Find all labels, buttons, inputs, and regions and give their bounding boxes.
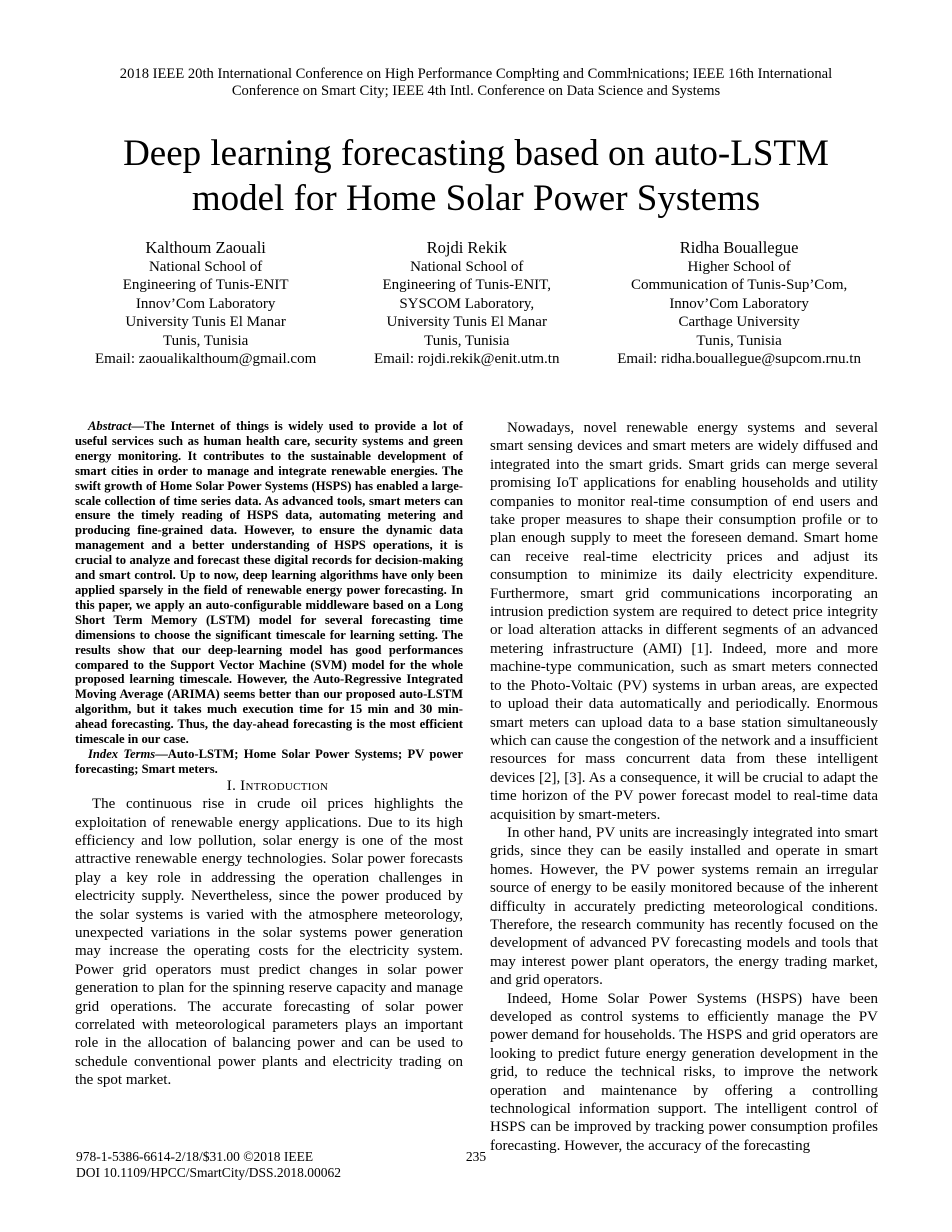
author-affiliation-line: Tunis, Tunisia	[162, 332, 249, 349]
authors-block	[95, 238, 861, 368]
abstract-paragraph	[75, 419, 463, 747]
introduction-paragraph: The continuous rise in crude oil prices highlights the exploitation of renewable energy applications. Due to its high efficiency and low pollution, solar energy is one of the most attractive renewable energy technologies. Solar power forecasts play a key role in addressing the operation challenges in electricity supply. Nevertheless, since the power produced by the solar systems is varied with the atmosphere meteorology, unexpected variations in the solar systems power generation may increase the operating costs for the electricity system. Power grid operators must predict changes in solar power generation to plan for the spinning reserve capacity and manage grid operations. The accurate forecasting of solar power correlated with meteorological parameters plays an important role in the allocation of balancing power and can be used to schedule conventional power plants and electricity trading on the spot market.	[75, 796, 463, 1089]
conference-header-line1: 2018 IEEE 20th International Conference on High Performance Compŀting and Commŀnications; IEEE 16th International	[119, 66, 833, 82]
paper-title	[0, 131, 952, 221]
paper-title-line1: Deep learning forecasting based on auto-LSTM	[123, 133, 829, 174]
body-paragraph: Indeed, Home Solar Power Systems (HSPS) have been developed as control systems to efficiently manage the PV power demand for households. The HSPS and grid operators are looking to predict future energy generation development in the grid, to reduce the technical risks, to improve the network operation and maintenance by offering a controlling technological information support. The intelligent control of HSPS can be improved by tracking power consumption profiles forecasting. However, the accuracy of the forecasting	[490, 990, 878, 1154]
author-affiliation-line: National School of	[410, 259, 524, 275]
author-affiliation-line: Communication of Tunis-Sup’Com,	[630, 277, 848, 294]
abstract-lead: Abstract	[88, 419, 132, 433]
left-column	[75, 419, 463, 1090]
footer-copyright: 978-1-5386-6614-2/18/$31.00 ©2018 IEEE	[76, 1149, 314, 1164]
author-affiliation-line: University Tunis El Manar	[386, 314, 547, 331]
author-email: Email: ridha.bouallegue@supcom.rnu.tn	[617, 351, 861, 368]
author-affiliation-line: Tunis, Tunisia	[696, 332, 782, 349]
body-paragraph: In other hand, PV units are increasingly integrated into smart grids, since they can be easily installed and operate in smart homes. However, the PV power systems remain an irregular source of energy to be easily monitored because of the inherent difficulty in accurately predicting meteorological conditions. Therefore, the research community has recently focused on the development of advanced PV forecasting models and tools that may interest power plant operators, the energy trading market, and grid operators.	[490, 824, 878, 989]
author-name: Ridha Bouallegue	[679, 238, 799, 257]
author-email: Email: rojdi.rekik@enit.utm.tn	[374, 351, 560, 368]
author-affiliation-line: Higher School of	[687, 259, 791, 275]
page-number: 235	[465, 1149, 487, 1164]
conference-header-line2: Conference on Smart City; IEEE 4th Intl. Conference on Data Science and Systems	[231, 83, 721, 99]
footer-doi: DOI 10.1109/HPCC/SmartCity/DSS.2018.00062	[76, 1164, 342, 1180]
right-column	[490, 419, 878, 1155]
index-terms-text: —Auto-LSTM; Home Solar Power Systems; PV power forecasting; Smart meters.	[75, 746, 463, 776]
author-affiliation-line: Engineering of Tunis-ENIT	[122, 277, 289, 294]
author-block-3	[617, 238, 861, 368]
conference-header	[0, 66, 952, 100]
paper-title-line2: model for Home Solar Power Systems	[191, 178, 761, 219]
author-block-1	[95, 238, 316, 368]
abstract-text: —The Internet of things is widely used to provide a lot of useful services such as human health care, security systems and green energy monitoring. It contributes to the sustainable development of smart cities in order to manage and integrate renewable energies. The swift growth of Home Solar Power Systems (HSPS) has enabled a large-scale collection of time series data. As advanced tools, smart meters can ensure the timely reading of HSPS data, automating metering and producing fine-grained data. However, to ensure the dynamic data management and a better understanding of HSPS operations, it is crucial to analyze and forecast these digital records for decision-making and smart control. Up to now, deep learning algorithms have only been applied sparsely in the field of renewable energy power forecasting. In this paper, we apply an auto-configurable middleware based on a Long Short Term Memory (LSTM) model for several forecasting time dimensions to choose the significant timescale for learning setting. The results show that our deep-learning model has good performances compared to the Support Vector Machine (SVM) model for the whole proposed learning timescale. However, the Auto-Regressive Integrated Moving Average (ARIMA) seems better than our proposed auto-LSTM algorithm, but it takes much execution time for 15 min and 30 min-ahead forecasting. Thus, the day-ahead forecasting is the most efficient timescale in our case.	[75, 419, 463, 747]
author-affiliation-line: National School of	[148, 259, 263, 275]
author-email: Email: zaoualikalthoum@gmail.com	[95, 351, 317, 368]
author-name: Rojdi Rekik	[426, 238, 507, 257]
author-affiliation-line: Innov’Com Laboratory	[669, 295, 809, 312]
author-name: Kalthoum Zaouali	[145, 238, 266, 257]
author-affiliation-line: Innov’Com Laboratory	[135, 295, 276, 312]
author-block-2	[374, 238, 559, 368]
body-paragraph: Nowadays, novel renewable energy systems and several smart sensing devices and smart meters are widely diffused and integrated into the smart grids. Smart grids can merge several promising IoT applications for enabling households and utility companies to monitor real-time consumption of end users and take proper measures to shape their consumption profile or to plan enough supply to meet the foreseen demand. Smart home can receive real-time electricity prices and adjust its consumption to minimize its daily electricity expenditure. Furthermore, smart grid communications incorporating an intrusion prediction system are required to detect price integrity or load alteration attacks in different segments of an advanced metering infrastructure (AMI) [1]. Indeed, more and more machine-type communication, such as smart meters connected to the Photo-Voltaic (PV) systems in urban areas, are expected to upload their data automatically and periodically. Enormous smart meters can upload data to a base station simultaneously which can cause the congestion of the network and a insufficient resources for mass concurrent data from these intelligent devices [2], [3]. As a consequence, it will be crucial to adapt the time horizon of the PV power forecast model to real-time data acquisition by smart-meters.	[490, 420, 878, 823]
section-heading-introduction: I. Introduction	[226, 777, 329, 794]
author-affiliation-line: Carthage University	[678, 314, 800, 331]
index-terms-paragraph	[75, 747, 463, 777]
author-affiliation-line: Engineering of Tunis-ENIT,	[382, 277, 551, 294]
author-affiliation-line: SYSCOM Laboratory,	[399, 295, 535, 312]
index-terms-lead: Index Terms	[88, 746, 156, 761]
author-affiliation-line: Tunis, Tunisia	[424, 332, 510, 349]
author-affiliation-line: University Tunis El Manar	[125, 314, 286, 331]
